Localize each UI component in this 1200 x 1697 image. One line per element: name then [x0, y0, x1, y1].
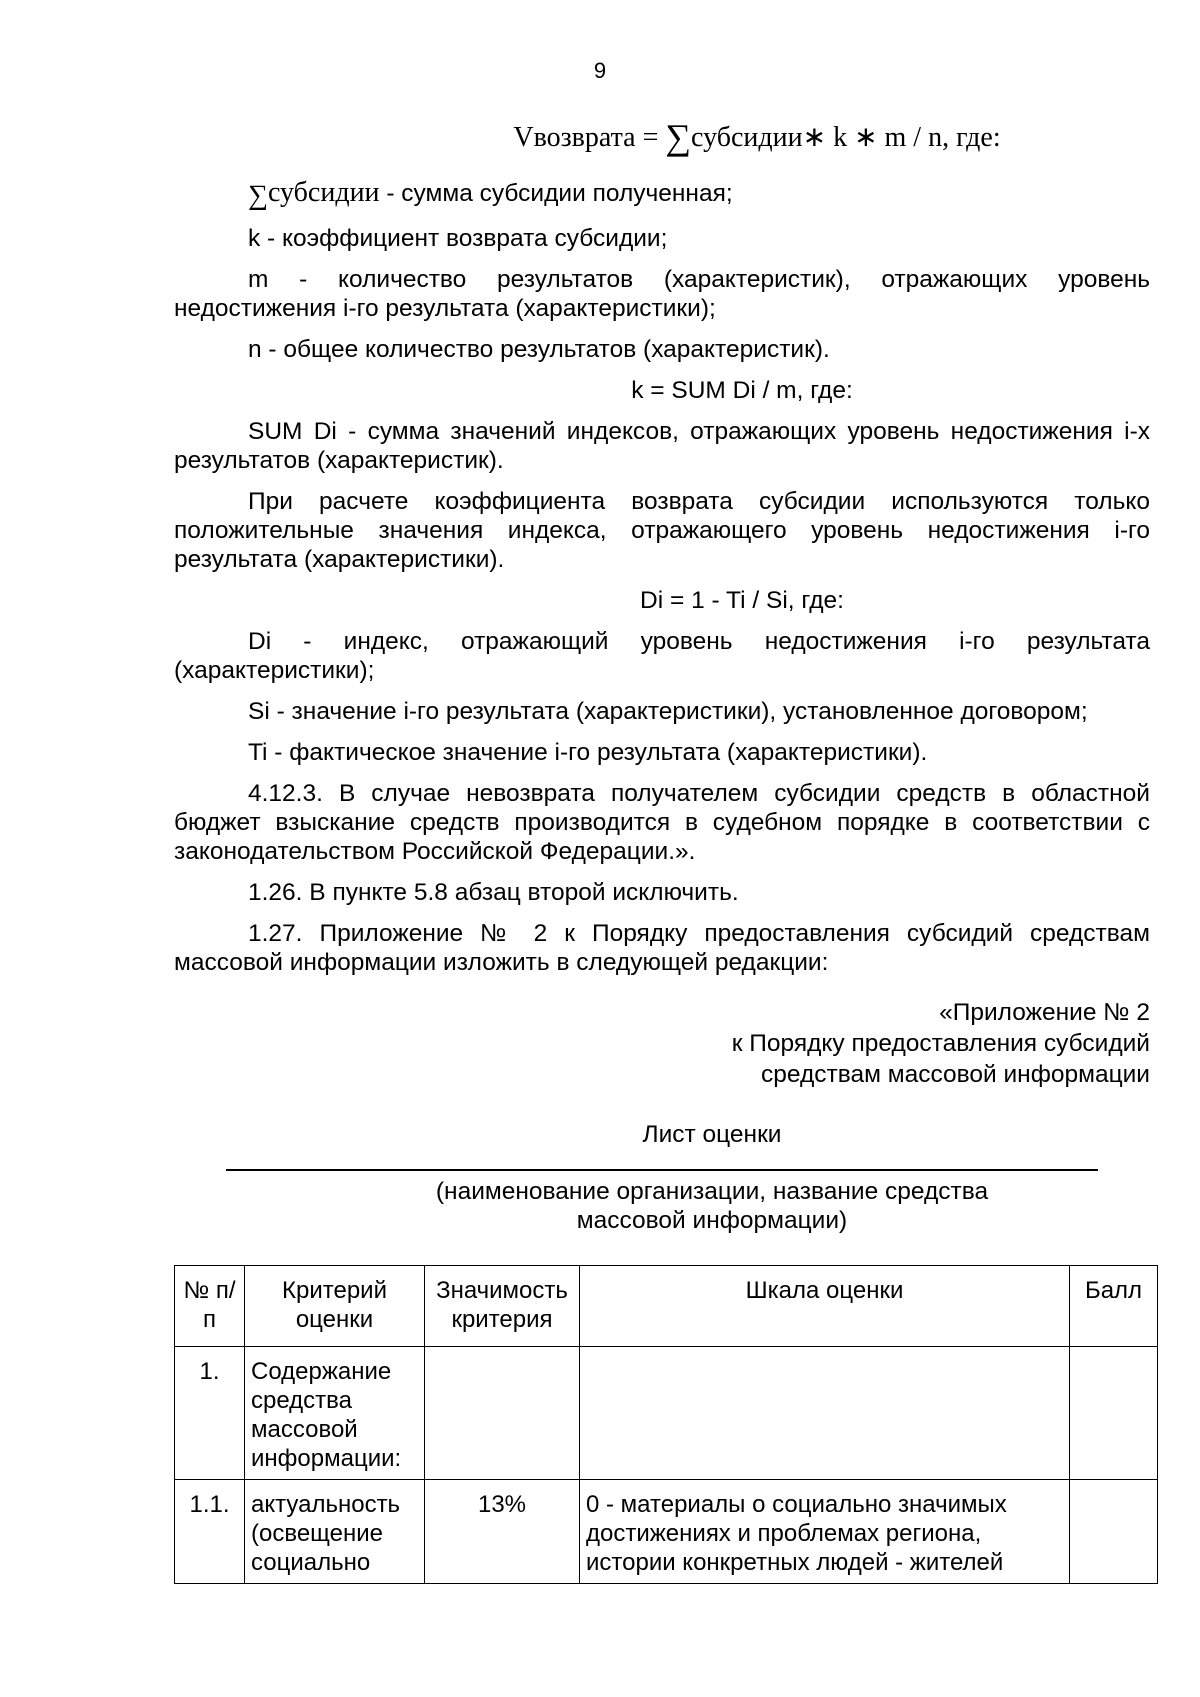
header-num: № п/п: [175, 1266, 245, 1347]
paragraph-calc-note: При расчете коэффициента возврата субсидии используются только положительные значения индекса, отражающего уровень недостижения i-го результата (характеристики).: [174, 488, 1150, 573]
paragraph-4-12-3: 4.12.3. В случае невозврата получателем субсидии средств в областной бюджет взыскание средств производится в судебном порядке в соответствии с законодательством Российской Федерации.».: [174, 780, 1150, 865]
cell-criterion: Содержание средства массовой информации:: [245, 1347, 425, 1480]
fill-in-caption: [174, 1177, 1150, 1235]
cell-scale: [580, 1347, 1070, 1480]
header-criterion: Критерий оценки: [245, 1266, 425, 1347]
header-score: Балл: [1070, 1266, 1158, 1347]
paragraph-1-26: 1.26. В пункте 5.8 абзац второй исключить.: [248, 879, 739, 906]
cell-criterion: актуальность (освещение социально: [245, 1480, 425, 1584]
header-weight: Значимость критерия: [425, 1266, 580, 1347]
fill-in-line: [226, 1169, 1098, 1171]
paragraph-si-definition: Si - значение i-го результата (характеристики), установленное договором;: [248, 698, 1088, 725]
cell-scale: 0 - материалы о социально значимых достижениях и проблемах региона, истории конкретных людей - жителей: [580, 1480, 1070, 1584]
cell-score: [1070, 1480, 1158, 1584]
cell-weight: 13%: [425, 1480, 580, 1584]
document-body: [174, 112, 1150, 1584]
fill-caption-line-1: (наименование организации, название средства: [435, 1178, 989, 1205]
cell-weight: [425, 1347, 580, 1480]
cell-num: 1.1.: [175, 1480, 245, 1584]
definition-text: - сумма субсидии полученная;: [379, 180, 733, 207]
table-row: [175, 1480, 1158, 1584]
paragraph-k-definition: k - коэффициент возврата субсидии;: [248, 225, 668, 252]
cell-score: [1070, 1347, 1158, 1480]
sigma-symbol: ∑: [248, 180, 268, 211]
paragraph-di-definition: Di - индекс, отражающий уровень недостижения i-го результата (характеристики);: [174, 628, 1150, 684]
cell-num: 1.: [175, 1347, 245, 1480]
definition-term: субсидии: [267, 177, 380, 208]
page-number: 9: [593, 58, 607, 83]
table-row: [175, 1347, 1158, 1480]
formula-di: Di = 1 - Ti / Si, где:: [640, 587, 844, 614]
paragraph-sumdi-definition: SUM Di - сумма значений индексов, отражающих уровень недостижения i-х результатов (характеристик).: [174, 418, 1150, 474]
annex-line-2: к Порядку предоставления субсидий: [731, 1030, 1150, 1057]
annex-line-3: средствам массовой информации: [761, 1061, 1150, 1088]
sigma-symbol: ∑: [665, 117, 692, 157]
annex-heading: [174, 997, 1150, 1090]
definition-sum-subsidy: [174, 162, 1150, 224]
fill-caption-line-2: массовой информации): [576, 1207, 848, 1234]
formula-lhs: Vвозврата =: [513, 122, 666, 153]
formula-return-amount: [174, 112, 1150, 162]
paragraph-m-definition: m - количество результатов (характеристик), отражающих уровень недостижения i-го результата (характеристики);: [174, 266, 1150, 322]
evaluation-table: [174, 1265, 1158, 1584]
formula-rhs: субсидии∗ k ∗ m / n, где:: [691, 122, 1001, 153]
paragraph-ti-definition: Ti - фактическое значение i-го результата (характеристики).: [248, 739, 928, 766]
annex-line-1: «Приложение № 2: [939, 999, 1150, 1026]
paragraph-n-definition: n - общее количество результатов (характеристик).: [248, 336, 830, 363]
paragraph-1-27: 1.27. Приложение № 2 к Порядку предоставления субсидий средствам массовой информации изложить в следующей редакции:: [174, 920, 1150, 976]
header-scale: Шкала оценки: [580, 1266, 1070, 1347]
formula-k: k = SUM Di / m, где:: [631, 377, 853, 404]
sheet-title: Лист оценки: [642, 1121, 782, 1148]
table-header-row: [175, 1266, 1158, 1347]
